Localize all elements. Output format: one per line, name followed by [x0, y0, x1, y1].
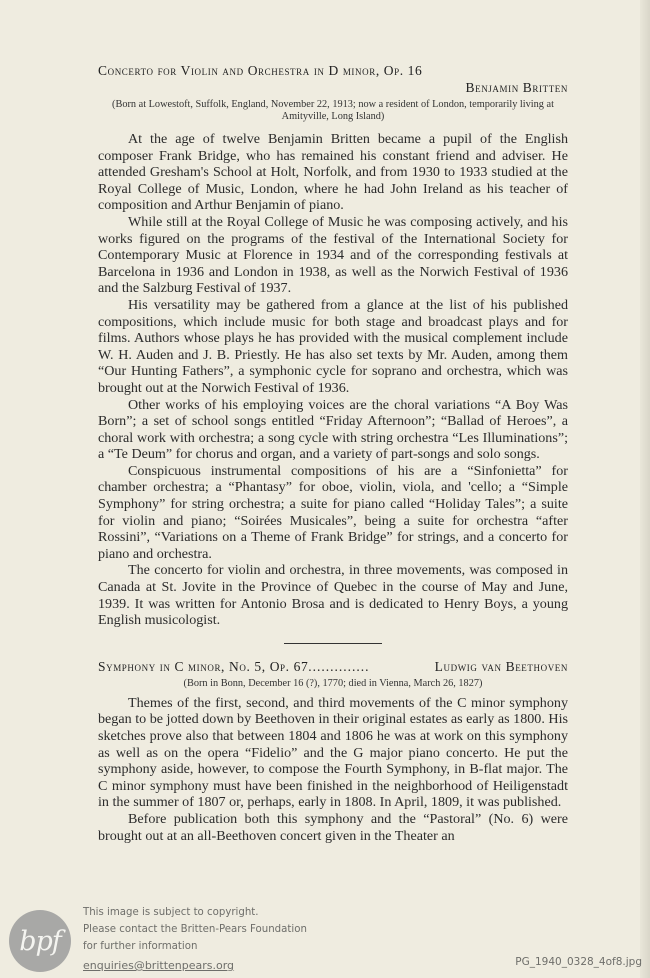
contact-email-link[interactable]: enquiries@brittenpears.org [83, 959, 235, 972]
section1-paragraph: His versatility may be gathered from a glance at the list of his published compositions, which include music for both stage and broadcast plays and for films. Authors whose plays he has provided with the musical complement include W. H. Auden and J. B. Priestly. He has also set texts by Mr. Auden, among them “Our Hunting Fathers”, a symphonic cycle for soprano and orchestra, which was brought out at the Norwich Festival of 1936. [98, 296, 568, 396]
section2-heading [98, 658, 568, 676]
section1-biographical-note: (Born at Lowestoft, Suffolk, England, November 22, 1913; now a resident of London, temporarily living at Amityville, Long Island) [112, 99, 554, 122]
page-edge-shadow [640, 0, 650, 978]
copyright-line: for further information [83, 941, 198, 952]
section1-paragraph: Conspicuous instrumental compositions of his are a “Sinfonietta” for chamber orchestra; a “Phantasy” for oboe, violin, viola, and 'cello; a “Simple Symphony” for string orchestra; a suite for piano called “Holiday Tales”; a suite for violin and piano; “Soirées Musicales”, being a suite for orchestra “after Rossini”, “Variations on a Theme of Frank Bridge” for strings, and a concerto for piano and orchestra. [98, 462, 568, 562]
section1-paragraph: While still at the Royal College of Music he was composing actively, and his works figured on the programs of the festival of the International Society for Contemporary Music at Florence in 1934 and of the corresponding festivals at Barcelona in 1936 and London in 1938, as well as the Norwich Festival of 1936 and the Salzburg Festival of 1937. [98, 213, 568, 297]
section1-body [98, 131, 568, 629]
copyright-line: This image is subject to copyright. [83, 907, 259, 918]
section1-heading [98, 62, 568, 97]
section2-title: Symphony in C minor, No. 5, Op. 67 [98, 658, 309, 674]
section2-body [98, 695, 568, 844]
bpf-logo-text: bpf [19, 925, 61, 957]
section2-biographical-note: (Born in Bonn, December 16 (?), 1770; died in Vienna, March 26, 1827) [183, 677, 483, 689]
section2-paragraph: Themes of the first, second, and third movements of the C minor symphony began to be jotted down by Beethoven in their original estates as early as 1800. His sketches prove also that between 1804 and 1806 he was at work on this symphony as well as on the opera “Fidelio” and the G major piano concerto. He put the symphony aside, however, to compose the Fourth Symphony, in B-flat major. The C minor symphony must have been finished in the neighborhood of Heiligenstadt in the summer of 1807 or, perhaps, early in 1808. In April, 1809, it was published. [98, 694, 568, 811]
copyright-line: Please contact the Britten-Pears Foundation [83, 924, 307, 935]
section1-title: Concerto for Violin and Orchestra in D minor, Op. 16 [98, 63, 423, 78]
section2-paragraph: Before publication both this symphony and the “Pastoral” (No. 6) were brought out at an all-Beethoven concert given in the Theater an [98, 810, 568, 844]
section1-paragraph: The concerto for violin and orchestra, in three movements, was composed in Canada at St. Jovite in the Province of Quebec in the course of May and June, 1939. It was written for Antonio Brosa and is dedicated to Henry Boys, a young English musicologist. [98, 562, 568, 629]
copyright-notice [83, 904, 307, 974]
section2-composer: Ludwig van Beethoven [434, 658, 568, 674]
section-divider [284, 643, 382, 644]
section1-composer: Benjamin Britten [465, 80, 568, 95]
program-notes [98, 62, 568, 844]
section1-paragraph: Other works of his employing voices are the choral variations “A Boy Was Born”; a set of school songs entitled “Friday Afternoon”; “Ballad of Heroes”, a choral work with orchestra; a song cycle with string orchestra “Les Illuminations”; a “Te Deum” for chorus and organ, and a variety of part-songs and solo songs. [98, 396, 568, 463]
bpf-logo [9, 910, 71, 972]
page-identifier: PG_1940_0328_4of8.jpg [515, 956, 642, 968]
section2-leader-dots: .............. [308, 658, 370, 674]
section1-paragraph: At the age of twelve Benjamin Britten became a pupil of the English composer Frank Bridge, who has remained his constant friend and adviser. He attended Gresham's School at Holt, Norfolk, and from 1930 to 1933 studied at the Royal College of Music, London, where he had John Ireland as his teacher of composition and Arthur Benjamin of piano. [98, 131, 568, 214]
